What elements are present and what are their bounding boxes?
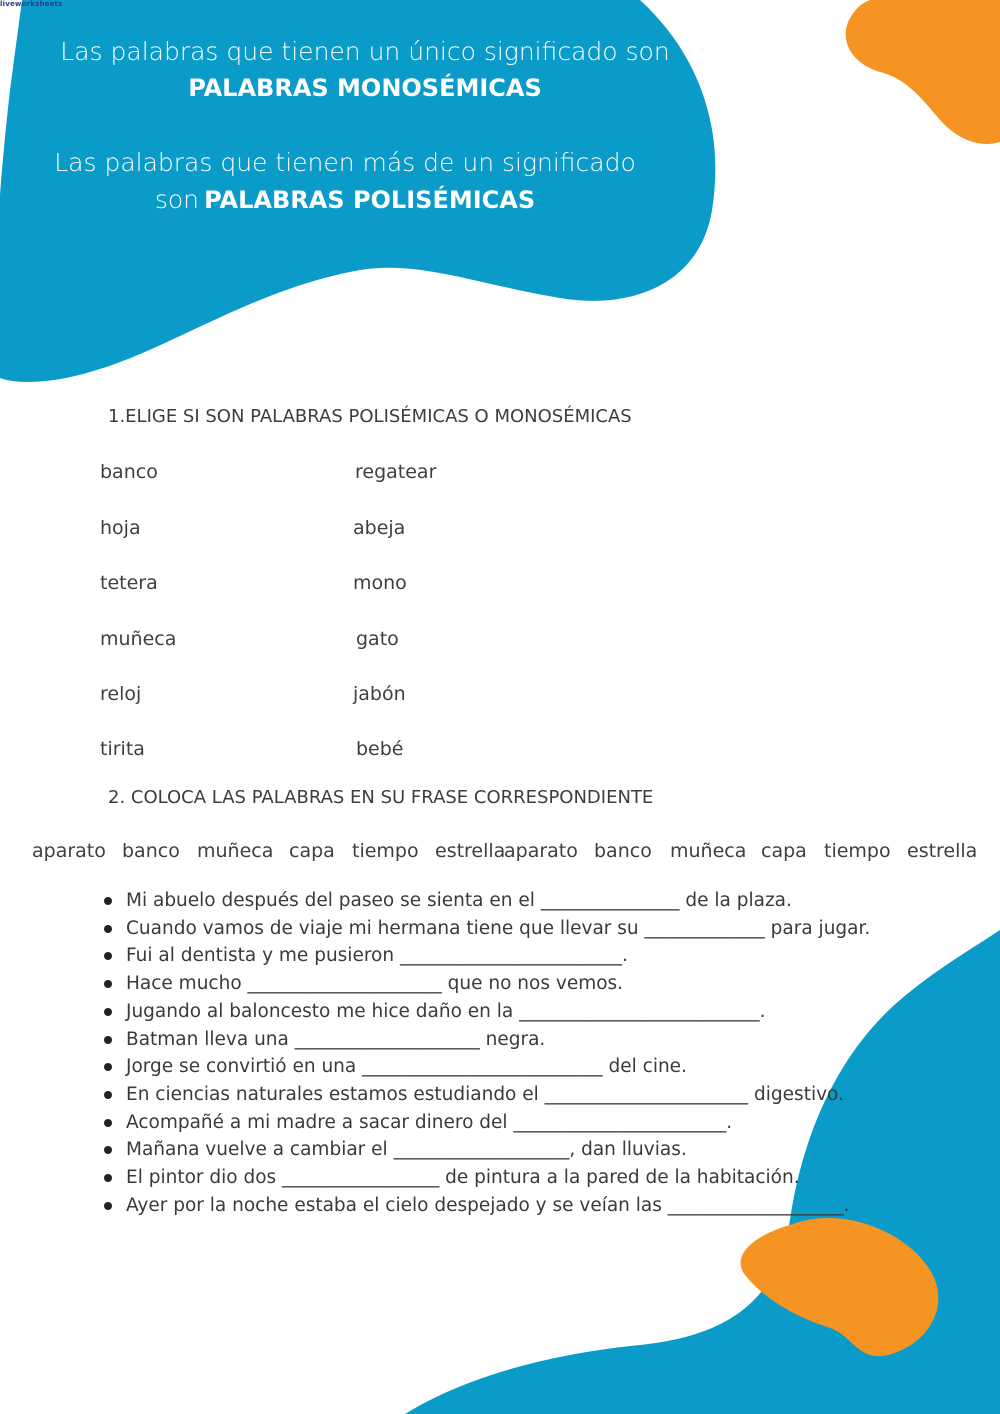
word-bank-item[interactable]: aparato bbox=[504, 840, 578, 862]
word-bank-item[interactable]: estrella bbox=[907, 840, 978, 862]
word-bank-item[interactable]: capa bbox=[761, 840, 807, 862]
word-item[interactable]: banco bbox=[100, 461, 158, 483]
word-bank-item[interactable]: estrella bbox=[435, 840, 506, 862]
definition-prefix: son bbox=[154, 185, 200, 214]
word-item[interactable]: tirita bbox=[100, 738, 145, 760]
word-bank-item[interactable]: tiempo bbox=[352, 840, 419, 862]
sentence-item[interactable]: El pintor dio dos _________________ de pintura a la pared de la habitación. bbox=[100, 1164, 900, 1192]
sentence-item[interactable]: Batman lleva una ____________________ negra. bbox=[100, 1026, 900, 1054]
sentence-item[interactable]: Jorge se convirtió en una __________________________ del cine. bbox=[100, 1053, 900, 1081]
word-bank-item[interactable]: capa bbox=[289, 840, 335, 862]
sentence-item[interactable]: Mi abuelo después del paseo se sienta en el _______________ de la plaza. bbox=[100, 887, 900, 915]
definition-line: Las palabras que tienen un único significado son bbox=[60, 37, 670, 66]
word-item[interactable]: mono bbox=[353, 572, 407, 594]
word-bank-item[interactable]: muñeca bbox=[197, 840, 274, 862]
word-bank-item[interactable]: tiempo bbox=[824, 840, 891, 862]
word-bank-item[interactable]: banco bbox=[122, 840, 180, 862]
watermark-logo: liveworksheets bbox=[0, 0, 63, 8]
definition-term: PALABRAS POLISÉMICAS bbox=[204, 186, 536, 214]
word-bank-item[interactable]: banco bbox=[594, 840, 652, 862]
word-item[interactable]: hoja bbox=[100, 517, 141, 539]
word-item[interactable]: regatear bbox=[355, 461, 437, 483]
sentence-item[interactable]: Acompañé a mi madre a sacar dinero del _______________________. bbox=[100, 1109, 900, 1137]
sentence-list bbox=[100, 887, 900, 1219]
word-bank-item[interactable]: muñeca bbox=[670, 840, 747, 862]
word-item[interactable]: abeja bbox=[353, 517, 406, 539]
word-item[interactable]: tetera bbox=[100, 572, 158, 594]
word-item[interactable]: reloj bbox=[100, 683, 142, 705]
sentence-item[interactable]: Cuando vamos de viaje mi hermana tiene que llevar su _____________ para jugar. bbox=[100, 915, 900, 943]
sentence-item[interactable]: Fui al dentista y me pusieron ________________________. bbox=[100, 942, 900, 970]
definition-term: PALABRAS MONOSÉMICAS bbox=[188, 74, 542, 102]
word-bank-item[interactable]: aparato bbox=[32, 840, 106, 862]
word-item[interactable]: jabón bbox=[353, 683, 406, 705]
polysemic-definition bbox=[20, 144, 670, 221]
sentence-item[interactable]: Jugando al baloncesto me hice daño en la __________________________. bbox=[100, 998, 900, 1026]
monosemic-definition bbox=[40, 33, 690, 107]
sentence-item[interactable]: Ayer por la noche estaba el cielo despejado y se veían las ___________________. bbox=[100, 1192, 900, 1220]
word-item[interactable]: bebé bbox=[356, 738, 404, 760]
exercise-2-title: 2. COLOCA LAS PALABRAS EN SU FRASE CORRESPONDIENTE bbox=[108, 787, 654, 808]
exercise-1-title: 1.ELIGE SI SON PALABRAS POLISÉMICAS O MONOSÉMICAS bbox=[108, 406, 632, 427]
sentence-item[interactable]: Hace mucho _____________________ que no nos vemos. bbox=[100, 970, 900, 998]
sentence-item[interactable]: Mañana vuelve a cambiar el ___________________, dan lluvias. bbox=[100, 1136, 900, 1164]
word-item[interactable]: gato bbox=[356, 628, 399, 650]
definition-line: Las palabras que tienen más de un significado bbox=[54, 148, 636, 177]
orange-blob-top-right bbox=[846, 0, 1000, 144]
sentence-item[interactable]: En ciencias naturales estamos estudiando el ______________________ digestivo. bbox=[100, 1081, 900, 1109]
word-item[interactable]: muñeca bbox=[100, 628, 177, 650]
